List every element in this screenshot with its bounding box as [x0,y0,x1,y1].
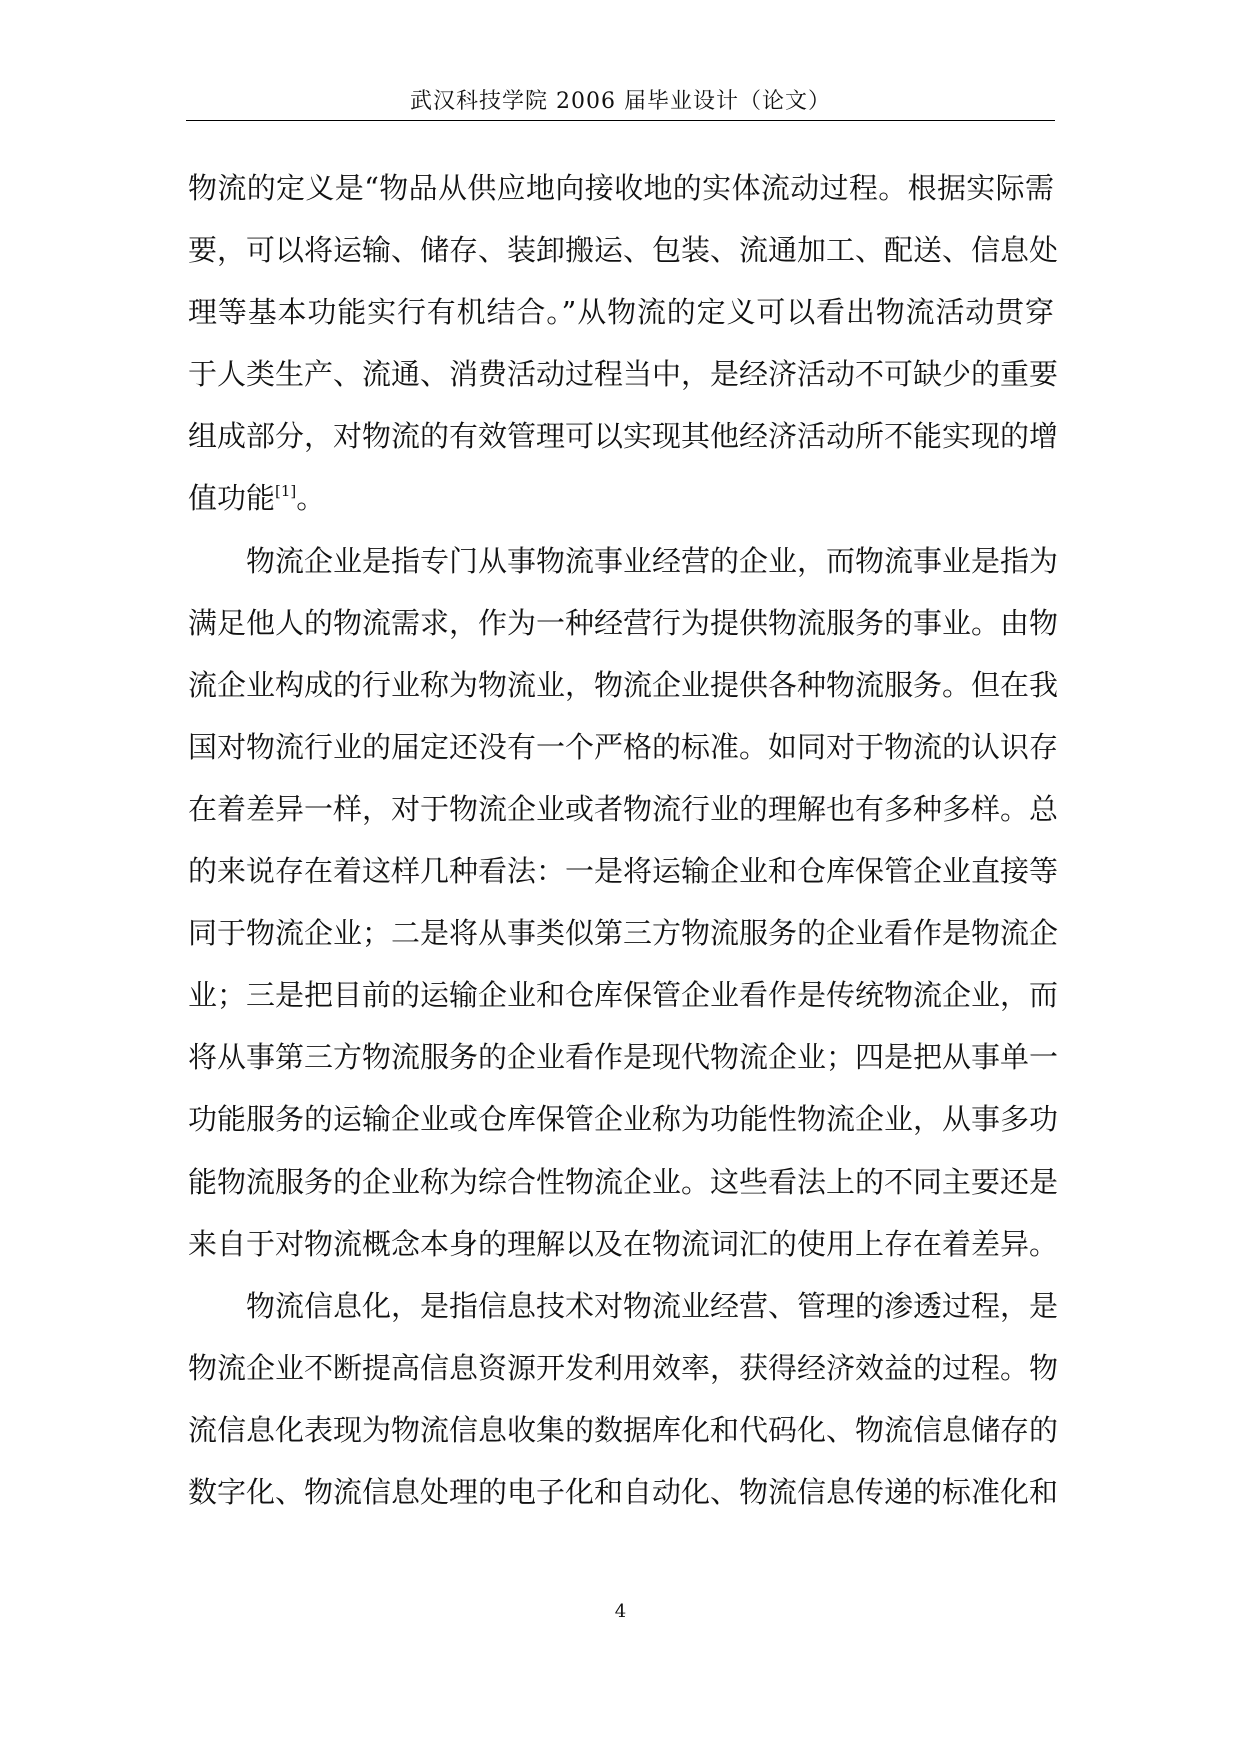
page-number: 4 [614,1601,627,1622]
paragraph-logistics-definition [188,157,1059,530]
body-text [188,157,1059,1523]
text-line: 物流的定义是“物品从供应地向接收地的实体流动过程。根据实际需 [188,171,1054,205]
paragraph-logistics-informatization [188,1275,1059,1523]
text-line: 物流企业是指专门从事物流事业经营的企业，而物流事业是指为 [246,543,1059,578]
text-line: 要，可以将运输、储存、装卸搬运、包装、流通加工、配送、信息处 [188,233,1059,268]
text-line: 业；三是把目前的运输企业和仓库保管企业看作是传统物流企业，而 [188,978,1059,1013]
header-rule [186,120,1055,121]
text-line: 流信息化表现为物流信息收集的数据库化和代码化、物流信息储存的 [188,1412,1059,1447]
text-line: 物流信息化，是指信息技术对物流业经营、管理的渗透过程，是 [246,1288,1059,1323]
text-line: 组成部分，对物流的有效管理可以实现其他经济活动所不能实现的增 [188,419,1059,454]
paragraph-logistics-enterprise [188,530,1059,1275]
text-line: 功能服务的运输企业或仓库保管企业称为功能性物流企业，从事多功 [188,1102,1059,1137]
text-line: 满足他人的物流需求，作为一种经营行为提供物流服务的事业。由物 [188,605,1059,640]
text-line-last: 来自于对物流概念本身的理解以及在物流词汇的使用上存在着差异。 [188,1226,1059,1261]
text-line: 理等基本功能实行有机结合。”从物流的定义可以看出物流活动贯穿 [188,295,1054,330]
text-line: 同于物流企业；二是将从事类似第三方物流服务的企业看作是物流企 [188,916,1059,951]
text-line: 流企业构成的行业称为物流业，物流企业提供各种物流服务。但在我 [188,667,1059,702]
text-line: 的来说存在着这样几种看法：一是将运输企业和仓库保管企业直接等 [188,854,1059,889]
text-line: 数字化、物流信息处理的电子化和自动化、物流信息传递的标准化和 [188,1474,1059,1509]
text-line: 国对物流行业的届定还没有一个严格的标准。如同对于物流的认识存 [188,729,1059,764]
text-line: 将从事第三方物流服务的企业看作是现代物流企业；四是把从事单一 [188,1040,1059,1075]
text-line-last [188,467,1054,529]
text-line: 在着差异一样，对于物流企业或者物流行业的理解也有多种多样。总 [188,791,1059,826]
citation-reference: [1] [275,482,297,501]
page-header: 武汉科技学院 2006 届毕业设计（论文） [410,89,831,114]
text-line: 能物流服务的企业称为综合性物流企业。这些看法上的不同主要还是 [188,1164,1059,1199]
text-fragment: 值功能 [188,481,276,516]
text-fragment: 。 [296,481,326,516]
text-line: 于人类生产、流通、消费活动过程当中，是经济活动不可缺少的重要 [188,357,1059,392]
text-line: 物流企业不断提高信息资源开发利用效率，获得经济效益的过程。物 [188,1350,1059,1385]
